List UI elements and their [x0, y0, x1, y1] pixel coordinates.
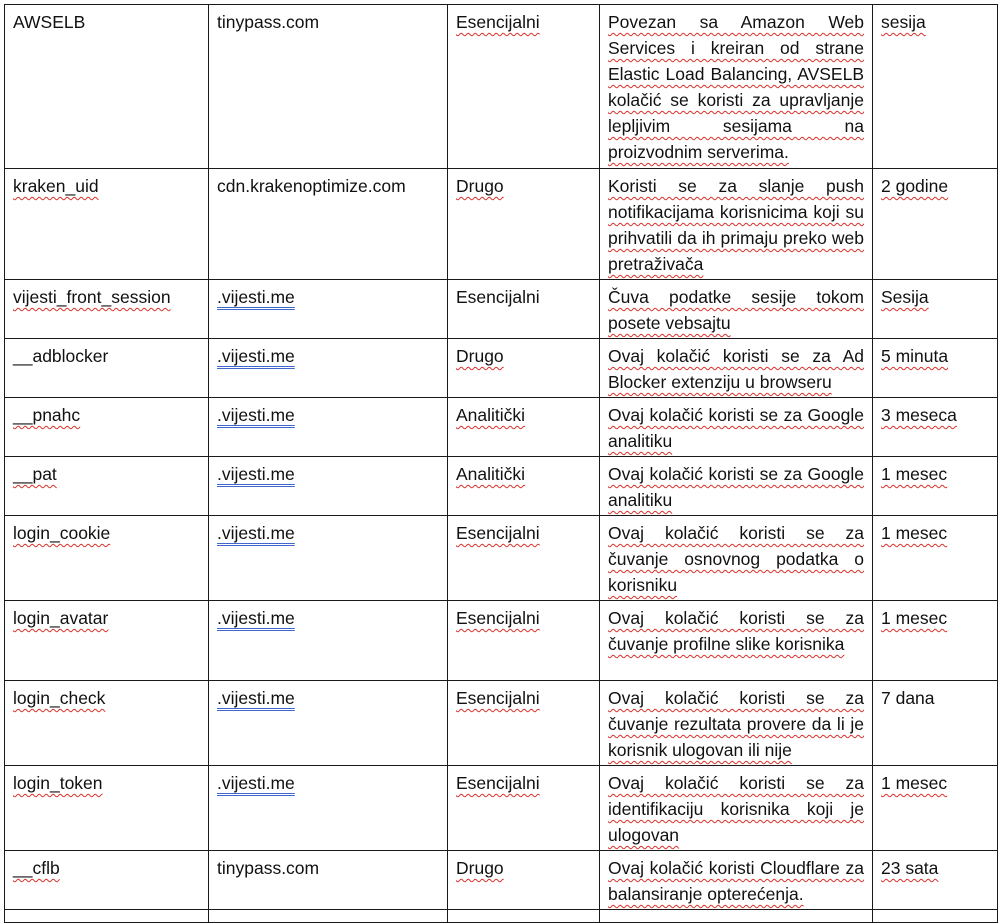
cookie-name: __pnahc [5, 398, 209, 457]
cookie-description: Ovaj kolačić koristi Cloudflare za balansiranje opterećenja. [600, 851, 873, 910]
cookie-category: Esencijalni [448, 681, 600, 766]
cookie-category: Drugo [448, 339, 600, 398]
cookie-domain: .vijesti.me [209, 516, 448, 601]
cookie-description: Ovaj kolačić koristi se za Google analitiku [600, 398, 873, 457]
cookie-domain: .vijesti.me [209, 681, 448, 766]
cookie-description: Povezan sa Amazon Web Services i kreiran od strane Elastic Load Balancing, AVSELB kolačić se koristi za upravljanje lepljivim sesijama na proizvodnim serverima. [600, 5, 873, 169]
cookie-description: Koristi se za slanje push notifikacijama korisnicima koji su prihvatili da ih primaju preko web pretraživača [600, 169, 873, 280]
cookie-name: AWSELB [5, 5, 209, 169]
cookie-description: Ovaj kolačić koristi se za Ad Blocker extenziju u browseru [600, 339, 873, 398]
cookie-domain: .vijesti.me [209, 339, 448, 398]
cookie-name: login_check [5, 681, 209, 766]
table-row [5, 457, 998, 516]
table-row [5, 5, 998, 169]
table-row [5, 280, 998, 339]
cookie-description: Čuva podatke sesije tokom posete vebsajtu [600, 280, 873, 339]
cookie-name: login_avatar [5, 601, 209, 681]
cookie-duration: 1 mesec [873, 766, 998, 851]
cookie-name: login_token [5, 766, 209, 851]
cookie-category: Esencijalni [448, 280, 600, 339]
cookie-description: Ovaj kolačić koristi se za identifikaciju korisnika koji je ulogovan [600, 766, 873, 851]
cookie-category: Esencijalni [448, 601, 600, 681]
cookie-table [4, 4, 998, 923]
cookie-category: Analitički [448, 457, 600, 516]
cookie-category: Esencijalni [448, 766, 600, 851]
cookie-duration [873, 910, 998, 923]
cookie-duration: 7 dana [873, 681, 998, 766]
cookie-duration: 5 minuta [873, 339, 998, 398]
cookie-duration: 2 godine [873, 169, 998, 280]
table-row [5, 681, 998, 766]
cookie-name: __adblocker [5, 339, 209, 398]
cookie-duration: 1 mesec [873, 516, 998, 601]
cookie-name: __pat [5, 457, 209, 516]
cookie-duration: 1 mesec [873, 457, 998, 516]
cookie-category: Analitički [448, 398, 600, 457]
cookie-domain: .vijesti.me [209, 457, 448, 516]
cookie-domain: .vijesti.me [209, 398, 448, 457]
cookie-name: vijesti_front_session [5, 280, 209, 339]
cookie-name: __cflb [5, 851, 209, 910]
table-row [5, 516, 998, 601]
cookie-description: Ovaj kolačić koristi se za čuvanje osnovnog podatka o korisniku [600, 516, 873, 601]
cookie-description: Ovaj kolačić koristi se za čuvanje rezultata provere da li je korisnik ulogovan ili nije [600, 681, 873, 766]
table-row [5, 851, 998, 910]
cookie-name: login_cookie [5, 516, 209, 601]
cookie-name: kraken_uid [5, 169, 209, 280]
cookie-description: Ovaj kolačić koristi se za čuvanje profilne slike korisnika [600, 601, 873, 681]
cookie-category: Drugo [448, 851, 600, 910]
cookie-duration: sesija [873, 5, 998, 169]
cookie-domain: .vijesti.me [209, 766, 448, 851]
table-row [5, 601, 998, 681]
cookie-domain: .vijesti.me [209, 601, 448, 681]
cookie-category: Drugo [448, 169, 600, 280]
cookie-domain: .vijesti.me [209, 280, 448, 339]
cookie-domain: cdn.krakenoptimize.com [209, 169, 448, 280]
cookie-category: Esencijalni [448, 5, 600, 169]
cookie-category: Esencijalni [448, 516, 600, 601]
cookie-category [448, 910, 600, 923]
cookie-domain [209, 910, 448, 923]
table-row [5, 398, 998, 457]
cookie-domain: tinypass.com [209, 851, 448, 910]
cookie-description [600, 910, 873, 923]
table-row [5, 766, 998, 851]
cookie-name [5, 910, 209, 923]
table-row [5, 169, 998, 280]
cookie-description: Ovaj kolačić koristi se za Google analitiku [600, 457, 873, 516]
cookie-duration: Sesija [873, 280, 998, 339]
table-row-continuation [5, 910, 998, 923]
table-row [5, 339, 998, 398]
cookie-duration: 1 mesec [873, 601, 998, 681]
cookie-duration: 23 sata [873, 851, 998, 910]
cookie-duration: 3 meseca [873, 398, 998, 457]
cookie-domain: tinypass.com [209, 5, 448, 169]
